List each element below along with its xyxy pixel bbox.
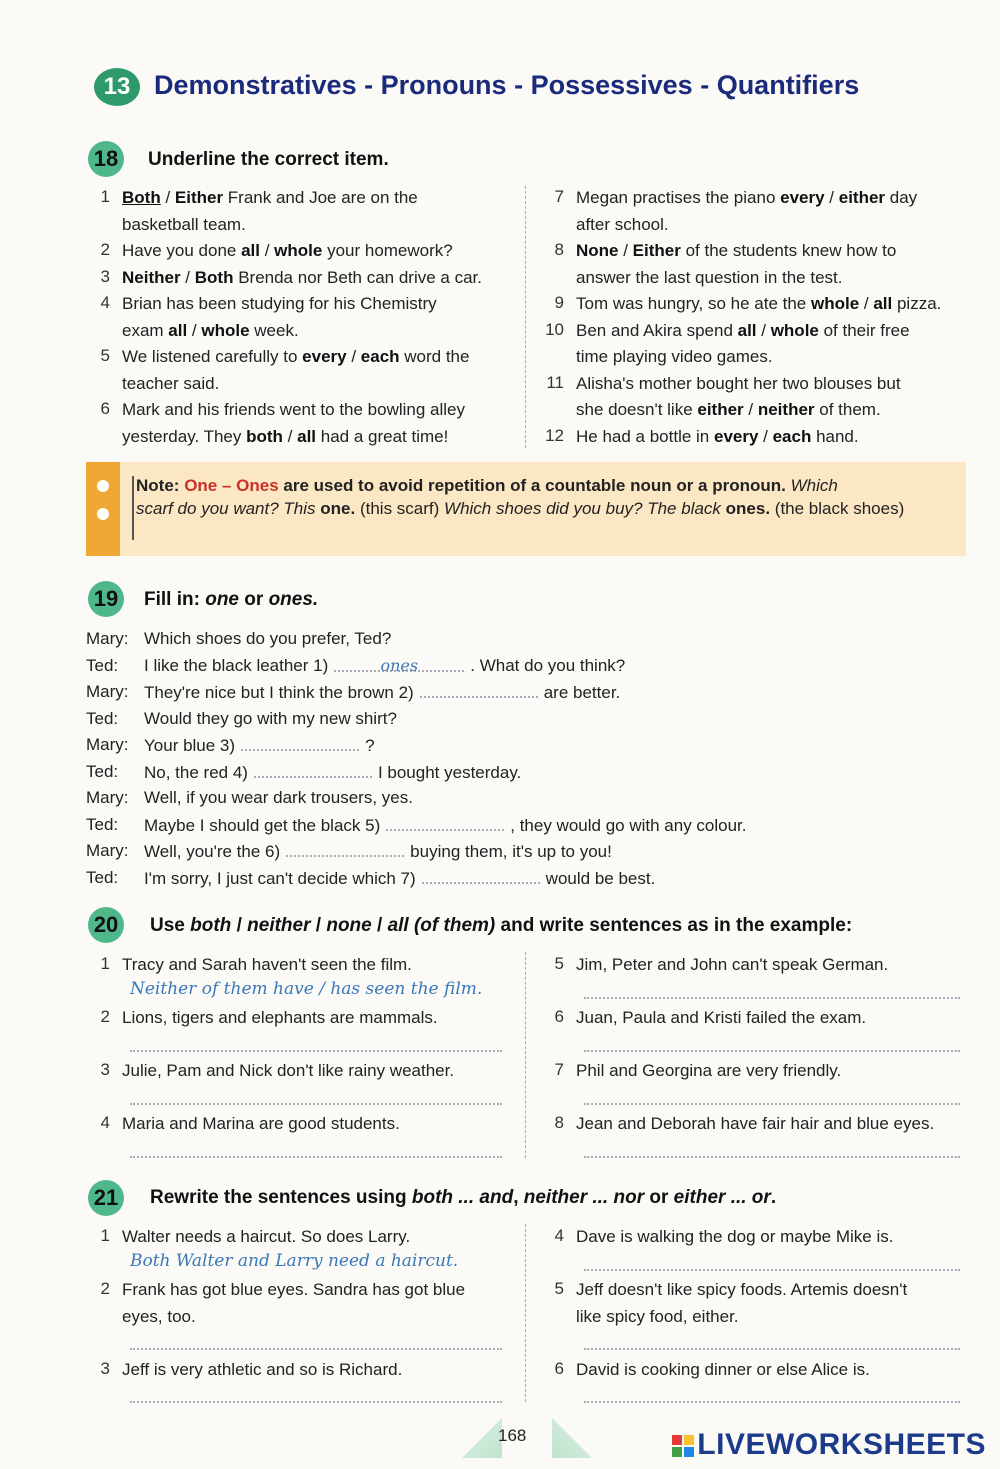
item-text: Mark and his friends went to the bowling alley yesterday. They both / all had a great time! [122, 400, 466, 446]
answer-line[interactable] [584, 997, 960, 999]
item-text: Ben and Akira spend all / whole of their free time playing video games. [576, 320, 910, 366]
speaker-name: Mary: [86, 682, 129, 701]
example-answer: Both Walter and Larry need a haircut. [130, 1250, 459, 1271]
column-divider [525, 1224, 526, 1402]
dialogue-part: . What do you think? [470, 655, 626, 675]
answer-line[interactable] [584, 1401, 960, 1403]
note-dot-icon [97, 508, 109, 520]
example-answer: ones [380, 655, 419, 675]
item-number: 1 [100, 954, 110, 973]
item-number: 4 [100, 293, 110, 312]
answer-line[interactable] [584, 1156, 960, 1158]
page-number: 168 [498, 1426, 527, 1445]
item-number: 1 [100, 1226, 110, 1245]
dialogue-part: Which shoes do you prefer, Ted? [144, 629, 392, 648]
answer-line[interactable] [584, 1348, 960, 1350]
speaker-name: Ted: [86, 867, 119, 887]
item-text: Both / Either Frank and Joe are on the basketball team. [122, 188, 418, 234]
item-text: Dave is walking the dog or maybe Mike is. [576, 1227, 894, 1246]
item-text: Juan, Paula and Kristi failed the exam. [576, 1008, 867, 1027]
speaker-name: Ted: [86, 708, 119, 728]
item-number: 10 [545, 319, 564, 339]
dialogue-part: Well, you're the 6) [144, 842, 281, 861]
answer-gap[interactable] [334, 655, 464, 675]
ex19-title-part: Fill in: [144, 589, 200, 610]
item-number: 8 [554, 1113, 564, 1132]
note-example-1-one: one. [320, 499, 356, 518]
exercise-20-badge: 20 [88, 907, 124, 943]
ex19-title-part: or [244, 589, 264, 610]
item-number: 7 [554, 187, 564, 206]
item-text: David is cooking dinner or else Alice is. [576, 1359, 870, 1379]
answer-line[interactable] [130, 1348, 502, 1350]
item-number: 7 [554, 1060, 564, 1079]
exercise-19-badge: 19 [88, 581, 124, 617]
item-number: 5 [554, 1279, 564, 1298]
dialogue-text [144, 841, 612, 862]
item-text: Brian has been studying for his Chemistry exam all / whole week. [122, 294, 437, 340]
item-number: 2 [100, 240, 110, 259]
item-number: 8 [554, 240, 564, 259]
exercise-19-title [144, 589, 318, 611]
dialogue-text [144, 762, 521, 783]
dialogue-text [144, 735, 375, 756]
dialogue-line [86, 732, 966, 758]
dialogue-part: Well, if you wear dark trousers, yes. [144, 788, 413, 807]
item-number: 4 [554, 1226, 564, 1245]
item-text: Phil and Georgina are very friendly. [576, 1061, 842, 1080]
dialogue-text [144, 815, 747, 836]
item-text: Jim, Peter and John can't speak German. [576, 955, 889, 974]
column-divider [525, 952, 526, 1158]
item-text: Megan practises the piano every / either day after school. [576, 188, 918, 234]
note-label: Note: [136, 476, 180, 495]
item-text: Tom was hungry, so he ate the whole / all pizza. [576, 294, 942, 313]
exercise-18-title: Underline the correct item. [148, 149, 389, 170]
dialogue-line [86, 759, 966, 785]
note-dot-icon [97, 480, 109, 492]
answer-line[interactable] [130, 1050, 502, 1052]
unit-title: Demonstratives - Pronouns - Possessives - Quantifiers [154, 70, 860, 100]
answer-line[interactable] [130, 1401, 502, 1403]
speaker-name: Mary: [86, 788, 129, 807]
column-divider [525, 186, 526, 448]
item-number: 1 [100, 187, 110, 206]
dialogue-text [144, 656, 625, 676]
item-text: Lions, tigers and elephants are mammals. [122, 1008, 438, 1027]
item-text: Have you done all / whole your homework? [122, 241, 453, 260]
answer-line[interactable] [584, 1050, 960, 1052]
item-text: Frank has got blue eyes. Sandra has got blue eyes, too. [122, 1280, 466, 1326]
item-text: He had a bottle in every / each hand. [576, 426, 859, 446]
dialogue-part: I like the black leather 1) [144, 655, 329, 675]
answer-gap[interactable] [420, 682, 538, 698]
dialogue-part: , they would go with any colour. [510, 815, 747, 835]
item-number: 12 [545, 425, 564, 445]
dialogue-line [86, 785, 966, 811]
page-corner-decoration [552, 1418, 592, 1458]
dialogue-part: I bought yesterday. [377, 762, 522, 782]
item-text: Jeff doesn't like spicy foods. Artemis doesn't like spicy food, either. [576, 1280, 908, 1326]
note-example-2-question: Which shoes did you buy? The black [444, 499, 721, 518]
item-number: 6 [100, 399, 110, 418]
speaker-name: Mary: [86, 841, 129, 860]
dialogue-text [144, 682, 620, 703]
liveworksheets-logo[interactable] [672, 1428, 986, 1462]
dialogue-part: Your blue 3) [144, 736, 236, 755]
item-number: 3 [100, 1060, 110, 1079]
answer-gap[interactable] [254, 762, 372, 778]
item-number: 6 [554, 1358, 564, 1378]
dialogue-part: ? [365, 736, 375, 755]
item-number: 4 [100, 1113, 110, 1132]
exercise-21-badge: 21 [88, 1180, 124, 1216]
answer-gap[interactable] [286, 841, 404, 857]
dialogue-part: No, the red 4) [144, 762, 248, 782]
item-number: 2 [100, 1279, 110, 1298]
logo-text: LIVEWORKSHEETS [697, 1428, 986, 1461]
item-number: 5 [100, 346, 110, 365]
ex19-title-part: ones. [268, 589, 319, 610]
item-text: Walter needs a haircut. So does Larry. [122, 1227, 411, 1246]
note-example-1-gloss: (this scarf) [359, 499, 440, 518]
exercise-18-badge: 18 [88, 141, 124, 177]
dialogue-line [86, 865, 966, 891]
dialogue-part: They're nice but I think the brown 2) [144, 683, 414, 702]
speaker-name: Mary: [86, 629, 129, 648]
item-text: Maria and Marina are good students. [122, 1114, 400, 1133]
dialogue-text [144, 868, 655, 889]
note-example-1-question-cont: scarf do you want? This [136, 499, 316, 518]
item-number: 3 [100, 266, 110, 286]
dialogue-line [86, 653, 966, 679]
ex19-title-part: one [205, 589, 239, 610]
item-text: Jeff is very athletic and so is Richard. [122, 1359, 403, 1379]
speaker-name: Ted: [86, 761, 119, 781]
item-text: Alisha's mother bought her two blouses but she doesn't like either / neither of them. [576, 373, 901, 419]
dialogue-text [144, 709, 397, 729]
answer-gap[interactable] [422, 868, 540, 884]
note-example-1-question: Which [790, 476, 838, 495]
dialogue-part: Would they go with my new shirt? [144, 708, 397, 728]
note-side-strip [86, 462, 120, 556]
item-number: 11 [546, 372, 564, 392]
dialogue-line [86, 812, 966, 838]
dialogue-part: I'm sorry, I just can't decide which 7) [144, 868, 416, 888]
item-text: Julie, Pam and Nick don't like rainy weather. [122, 1061, 455, 1080]
item-number: 2 [100, 1007, 110, 1026]
dialogue-part: are better. [543, 683, 621, 702]
note-example-2-gloss: (the black shoes) [774, 499, 905, 518]
dialogue-part: buying them, it's up to you! [410, 842, 612, 861]
item-number: 9 [554, 293, 564, 312]
note-rule [132, 476, 134, 540]
example-answer: Neither of them have / has seen the film. [130, 978, 483, 999]
dialogue-part: Maybe I should get the black 5) [144, 815, 381, 835]
liveworksheets-logo-icon [672, 1435, 694, 1457]
item-text: Jean and Deborah have fair hair and blue eyes. [576, 1114, 935, 1133]
dialogue-text [144, 629, 391, 649]
unit-number-badge: 13 [94, 68, 140, 106]
item-text: Tracy and Sarah haven't seen the film. [122, 955, 412, 974]
dialogue-line [86, 626, 966, 652]
dialogue-part: would be best. [545, 868, 656, 888]
item-number: 6 [554, 1007, 564, 1026]
item-text: Neither / Both Brenda nor Beth can drive a car. [122, 267, 483, 287]
item-text: We listened carefully to every / each word the teacher said. [122, 347, 470, 393]
item-text: None / Either of the students knew how to answer the last question in the test. [576, 241, 897, 287]
exercise-21-title: Rewrite the sentences using both ... and, neither ... nor or either ... or. [150, 1187, 777, 1208]
speaker-name: Ted: [86, 655, 119, 675]
note-text [136, 474, 956, 520]
dialogue-line [86, 706, 966, 732]
note-rule-text: are used to avoid repetition of a countable noun or a pronoun. [283, 476, 786, 495]
dialogue-line [86, 679, 966, 705]
dialogue-line [86, 838, 966, 864]
answer-line[interactable] [584, 1103, 960, 1105]
note-example-2-ones: ones. [725, 499, 771, 518]
exercise-20-title: Use both / neither / none / all (of them) and write sentences as in the example: [150, 915, 853, 936]
speaker-name: Ted: [86, 814, 119, 834]
dialogue-text [144, 788, 413, 808]
page-corner-decoration [462, 1418, 502, 1458]
item-number: 5 [554, 954, 564, 973]
answer-gap[interactable] [386, 815, 504, 831]
answer-line[interactable] [130, 1103, 502, 1105]
answer-gap[interactable] [241, 735, 359, 751]
answer-line[interactable] [130, 1156, 502, 1158]
answer-line[interactable] [584, 1269, 960, 1271]
speaker-name: Mary: [86, 735, 129, 754]
item-number: 3 [100, 1358, 110, 1378]
note-one-ones: One – Ones [184, 476, 279, 495]
